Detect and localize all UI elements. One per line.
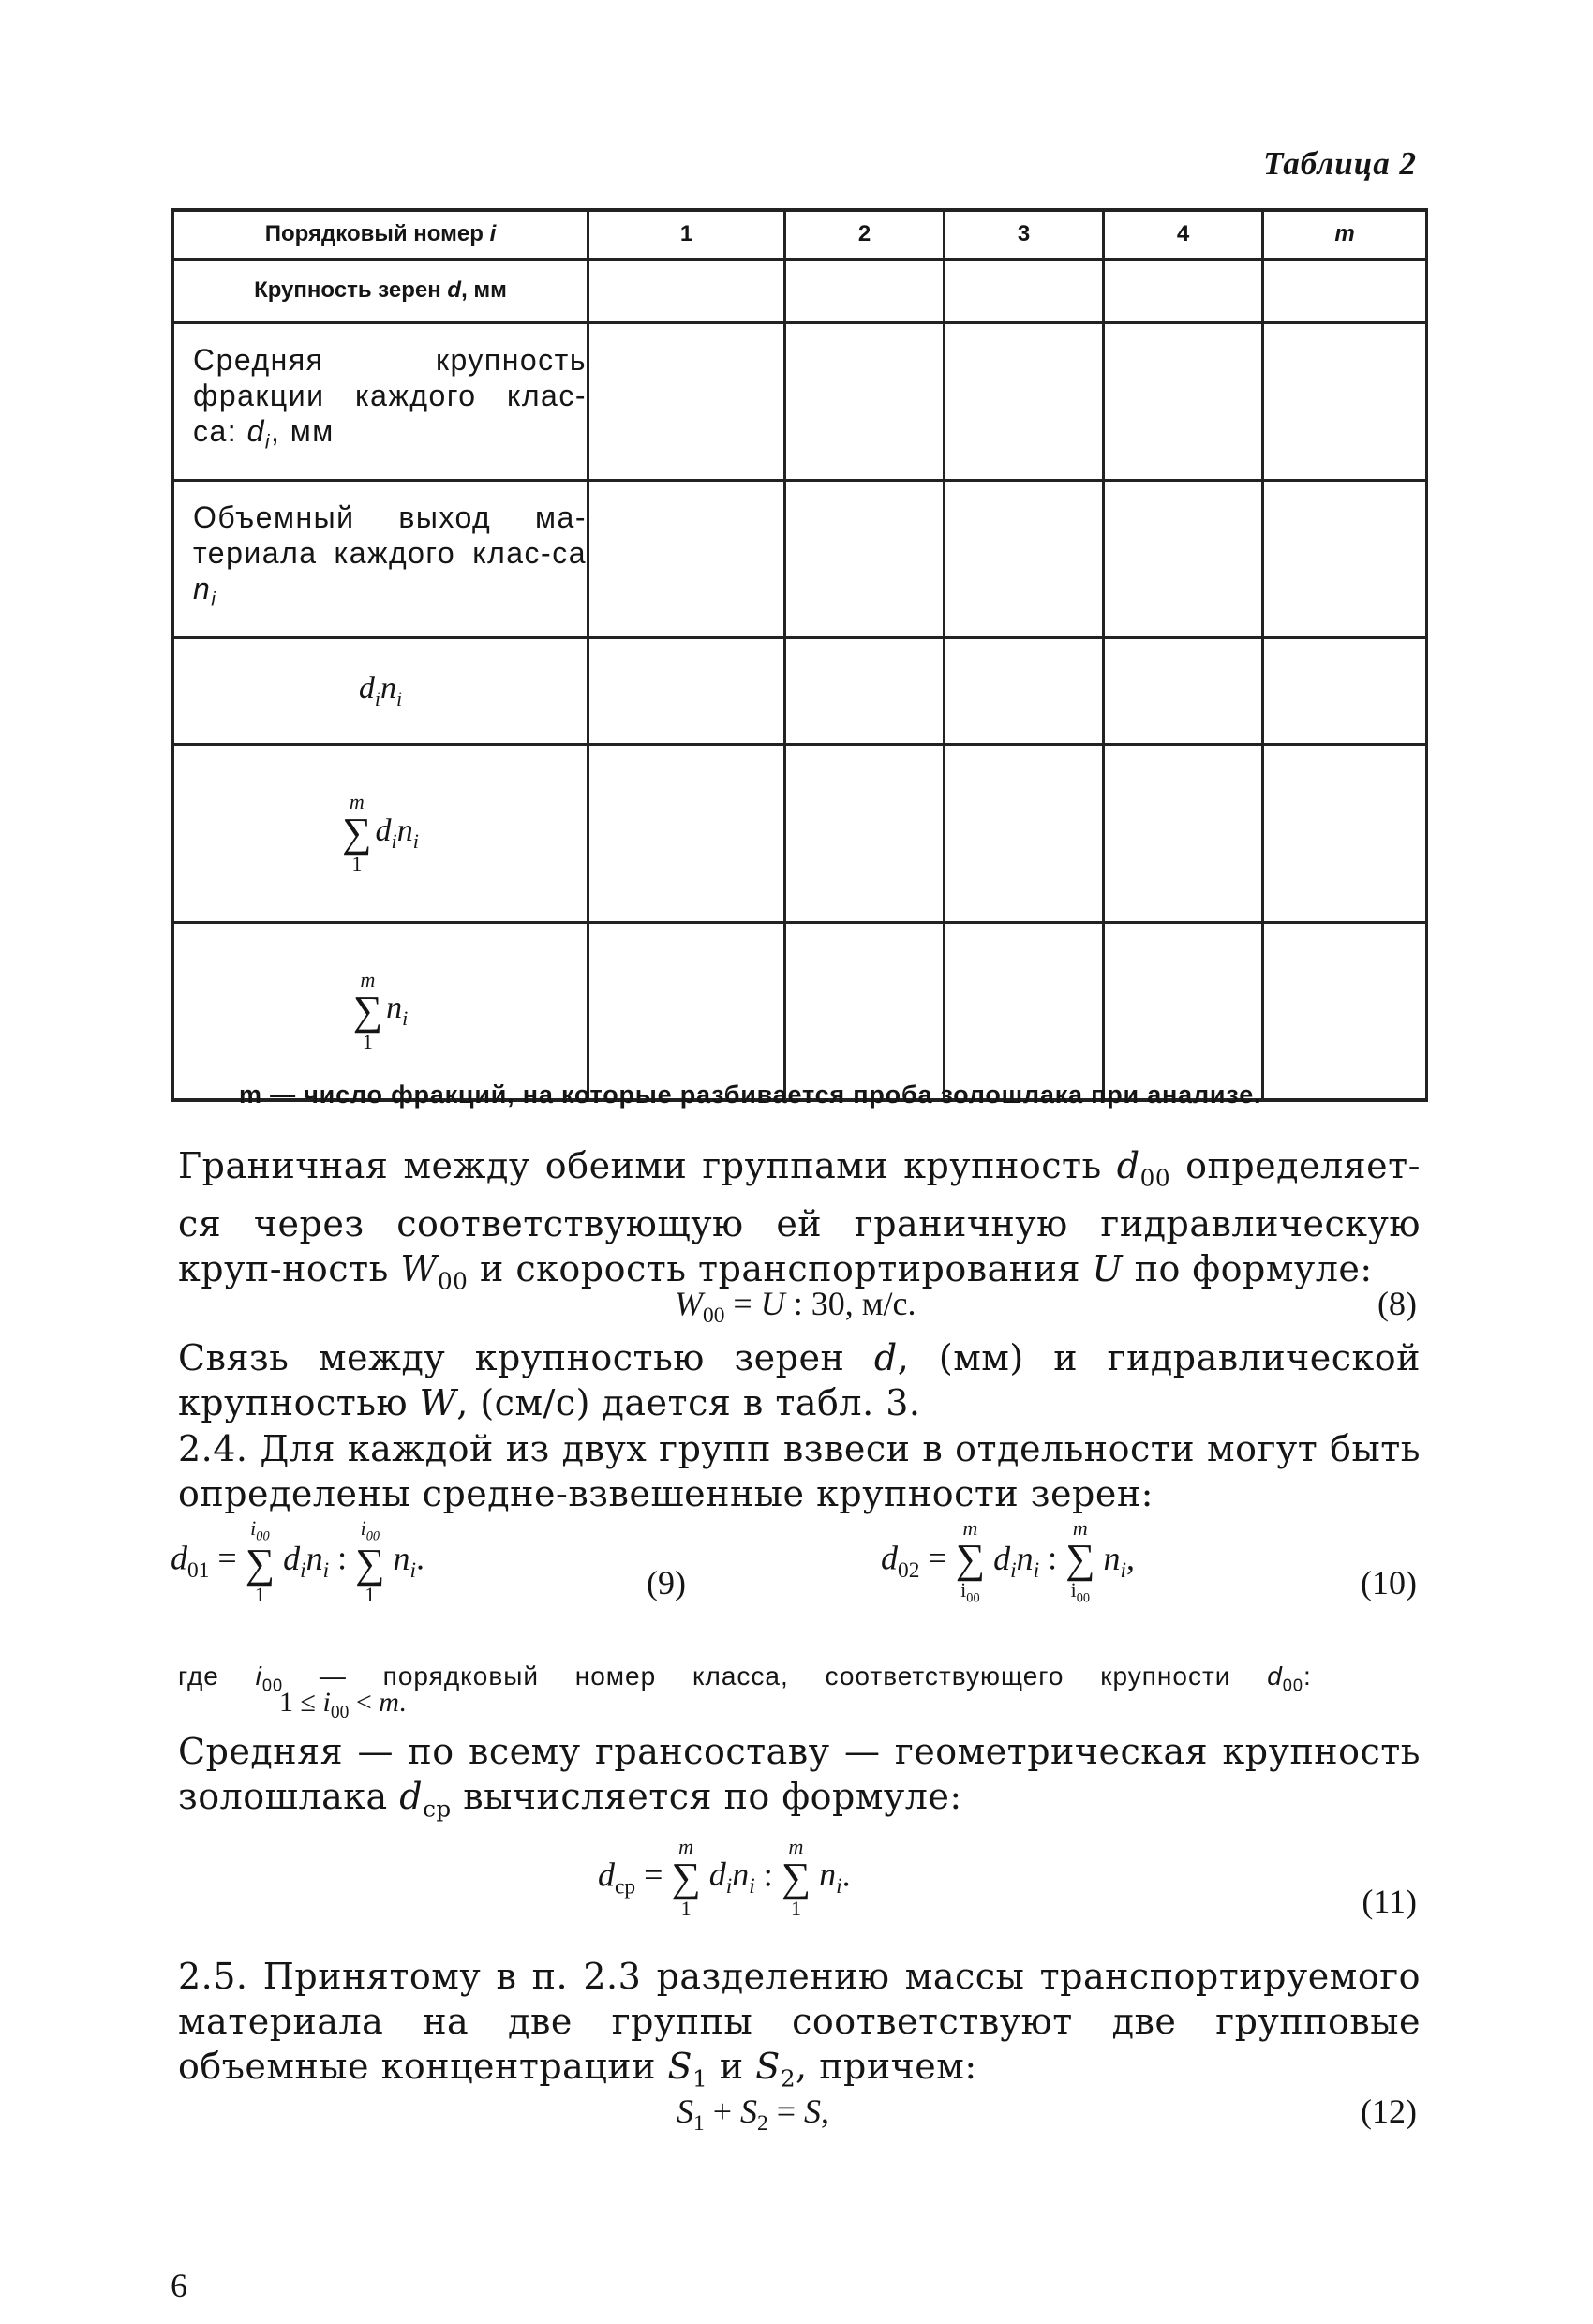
paragraph-2-5: 2.5. Принятому в п. 2.3 разделению массы транспортируемого материала на две группы соответствуют две групповые объемные концентрации $S_1$ и $S_2$, причем:: [178, 1956, 1421, 2093]
row-label-product: $d_in_i$: [173, 637, 588, 744]
equation-11-number: (11): [1362, 1883, 1417, 1920]
paragraph-2-4: 2.4. Для каждой из двух групп взвеси в отдельности могут быть определены средне-взвешенные крупности зерен:: [178, 1428, 1421, 1514]
where-clause: где $i_{00}$ — порядковый номер класса, соответствующего крупности $d_{00}$:: [178, 1661, 1312, 1695]
column-header-m: m: [1263, 210, 1427, 259]
header-row-label-text: Порядковый номер i: [264, 221, 497, 247]
column-header-2: 2: [785, 210, 945, 259]
data-table: [171, 208, 1428, 1102]
equation-10: $d_{02}$ = m ∑ $i_{00}$ $d_in_i$ : m ∑ $i_{00}$ $n_i$,: [881, 1516, 1135, 1606]
equation-9-number: (9): [647, 1564, 686, 1601]
equation-12: $S_1 + S_2 = S$,: [677, 2093, 830, 2137]
equation-8: $W_{00} = U$ : 30, м/с.: [675, 1285, 916, 1329]
equation-9: $d_{01}$ = $i_{00}$ ∑ 1 $d_in_i$ : $i_{00}$ ∑ 1 $n_i$.: [171, 1516, 424, 1606]
table-row: [173, 259, 1427, 322]
sum-symbol: m ∑ 1: [342, 790, 372, 875]
row-label-sum-n: m ∑ 1 $n_i$: [173, 922, 588, 1100]
column-header-1: 1: [588, 210, 785, 259]
equation-8-number: (8): [1377, 1285, 1417, 1322]
sum-symbol: m ∑ 1: [352, 967, 383, 1053]
where-condition: $1 \le i_{00} < m$.: [279, 1687, 407, 1722]
column-header-3: 3: [945, 210, 1104, 259]
table-footnote: m — число фракций, на которые разбивается проба золошлака при анализе.: [239, 1080, 1262, 1109]
table-header-row: [173, 210, 1427, 259]
row-label-volume-yield: Объемный выход ма-териала каждого клас-са $n_i$: [173, 480, 588, 637]
table-row: [173, 744, 1427, 922]
table-row: [173, 480, 1427, 637]
table-label: Таблица 2: [1263, 145, 1417, 182]
table-row: [173, 322, 1427, 480]
column-header-4: 4: [1104, 210, 1263, 259]
page-number: 6: [171, 2267, 187, 2304]
table-row: [173, 922, 1427, 1100]
paragraph-boundary-size: Граничная между обеими группами крупность $d_{00}$ определяет-ся через соответствующую ей граничную гидравлическую круп-ность $W_{00}$ и скорость транспортирования U по формуле:: [178, 1145, 1422, 1295]
paragraph-mean-size: Средняя — по всему грансоставу — геометрическая крупность золошлака $d_{ср}$ вычисляется по формуле:: [178, 1731, 1421, 1823]
equation-12-number: (12): [1361, 2093, 1417, 2130]
paragraph-relation: Связь между крупностью зерен d, (мм) и гидравлической крупностью W, (см/с) дается в табл. 3.: [178, 1337, 1421, 1423]
equation-11: $d_{ср}$ = m ∑ 1 $d_in_i$ : m ∑ 1 $n_i$.: [598, 1835, 851, 1920]
row-label-mean-size: Средняя крупность фракции каждого клас-са: $d_i$, мм: [173, 322, 588, 480]
table-row: [173, 637, 1427, 744]
row-label-sum-product: m ∑ 1 $d_in_i$: [173, 744, 588, 922]
equation-10-number: (10): [1361, 1564, 1417, 1601]
row-label-grain-size: Крупность зерен d, мм: [173, 259, 588, 322]
header-row-label: [173, 210, 588, 259]
